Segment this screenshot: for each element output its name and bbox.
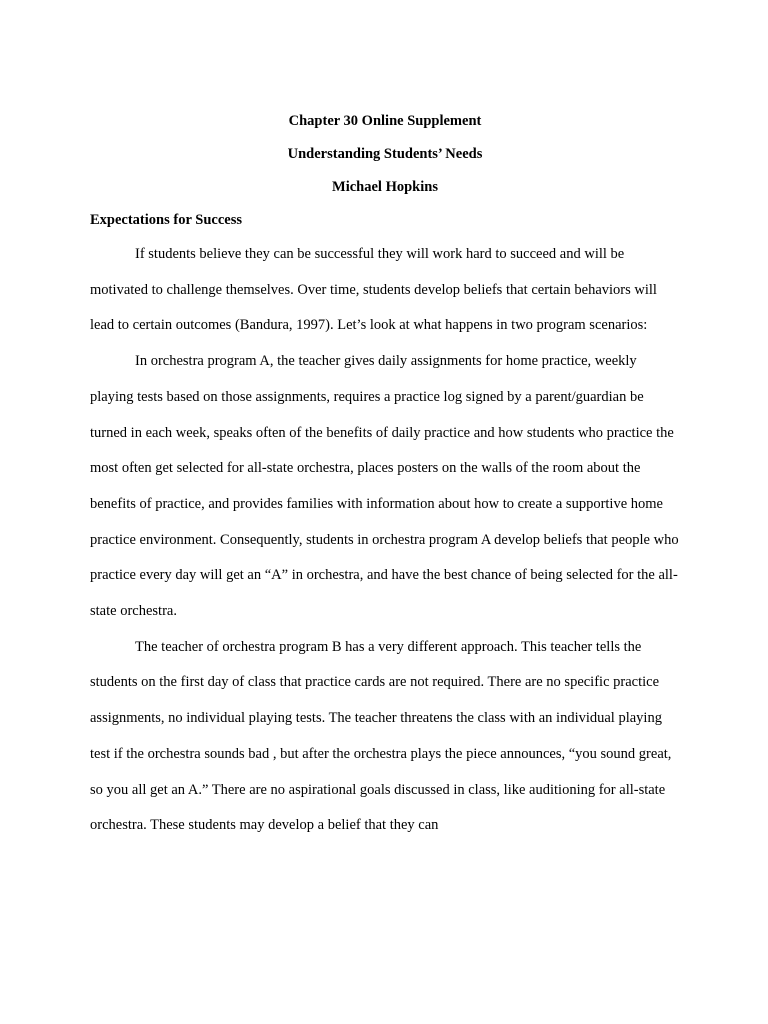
document-page	[90, 105, 680, 844]
paragraph-2: In orchestra program A, the teacher gives daily assignments for home practice, weekly playing tests based on those assignments, requires a practice log signed by a parent/guardian be turned in each week, speaks often of the benefits of daily practice and how students who practice the most often get selected for all-state orchestra, places posters on the walls of the room about the benefits of practice, and provides families with information about how to create a supportive home practice environment. Consequently, students in orchestra program A develop beliefs that people who practice every day will get an “A” in orchestra, and have the best chance of being selected for the all-state orchestra.	[90, 353, 679, 620]
author-name: Michael Hopkins	[332, 179, 438, 195]
document-subtitle: Understanding Students’ Needs	[287, 146, 483, 162]
chapter-title: Chapter 30 Online Supplement	[288, 113, 482, 129]
section-heading: Expectations for Success	[90, 212, 242, 228]
paragraph-1: If students believe they can be successful they will work hard to succeed and will be motivated to challenge themselves. Over time, students develop beliefs that certain behaviors will lead to certain outcomes (Bandura, 1997). Let’s look at what happens in two program scenarios:	[90, 246, 657, 334]
paragraph-3: The teacher of orchestra program B has a very different approach. This teacher tells the students on the first day of class that practice cards are not required. There are no specific practice assignments, no individual playing tests. The teacher threatens the class with an individual playing test if the orchestra sounds bad , but after the orchestra plays the piece announces, “you sound great, so you all get an A.” There are no aspirational goals discussed in class, like auditioning for all-state orchestra. These students may develop a belief that they can	[90, 638, 672, 834]
